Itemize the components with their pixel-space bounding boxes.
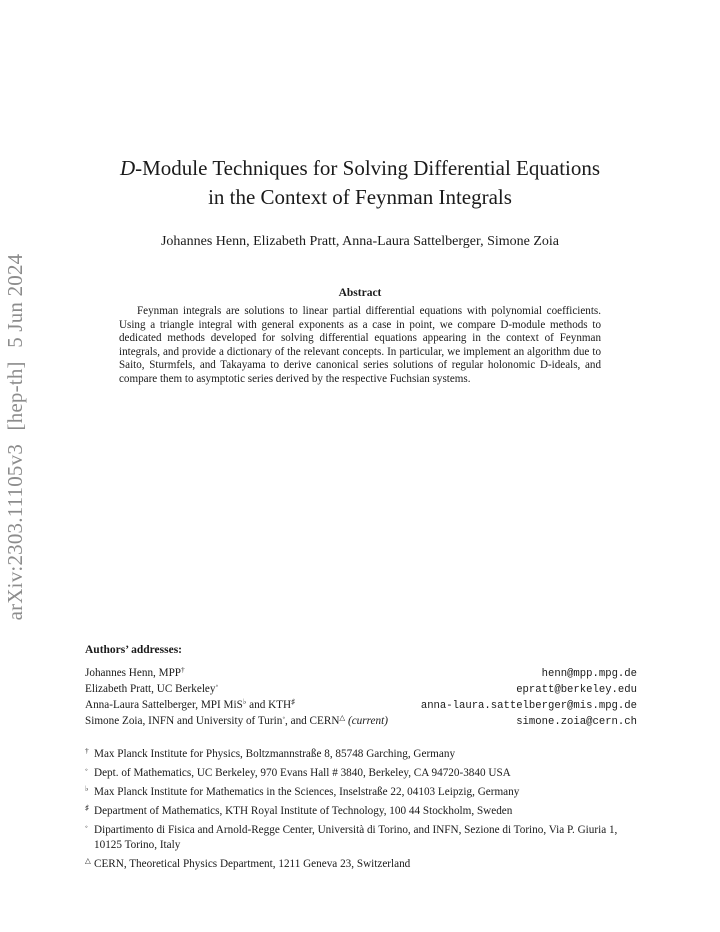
footnote xyxy=(85,800,637,819)
footnote-mark: † xyxy=(85,746,89,755)
footnote-mark: △ xyxy=(339,713,346,722)
addresses-heading: Authors’ addresses: xyxy=(85,644,183,656)
footnote-text: Max Planck Institute for Physics, Boltzmannstraße 8, 85748 Garching, Germany xyxy=(94,748,456,760)
address-row xyxy=(85,681,637,697)
footnote-mark: ♭ xyxy=(85,784,89,793)
abstract-text: Feynman integrals are solutions to linear partial differential equations with polynomial coefficients. Using a triangle integral with general exponents as a case in point, we compare D-module methods to dedicated methods developed for solving differential equations appearing in the context of Feynman integrals, and provide a dictionary of the relevant concepts. In particular, we implement an algorithm due to Saito, Sturmfels, and Takayama to derive canonical series solutions of regular holonomic D-ideals, and compare them to asymptotic series derived by the respective Fuchsian systems. xyxy=(119,305,601,385)
email-address: anna-laura.sattelberger@mis.mpg.de xyxy=(420,700,637,712)
address-name: Elizabeth Pratt, UC Berkeley xyxy=(85,683,216,695)
email-address: simone.zoia@cern.ch xyxy=(516,716,637,728)
address-affiliation xyxy=(85,697,295,711)
footnote xyxy=(85,762,637,781)
addresses-table xyxy=(85,665,637,729)
email-address: henn@mpp.mpg.de xyxy=(541,668,637,680)
abstract-heading: Abstract xyxy=(338,287,382,299)
footnotes xyxy=(85,743,637,872)
address-name: Johannes Henn, MPP xyxy=(85,667,182,679)
footnote-text: Dept. of Mathematics, UC Berkeley, 970 Evans Hall # 3840, Berkeley, CA 94720-3840 USA xyxy=(94,767,511,779)
address-note: (current) xyxy=(347,715,388,727)
arxiv-stamp xyxy=(0,237,33,637)
footnote xyxy=(85,781,637,800)
footnote xyxy=(85,853,637,872)
footnote-mark: ♭ xyxy=(242,697,247,706)
footnote-mark: ◦ xyxy=(85,822,88,831)
address-affiliation xyxy=(85,681,218,695)
footnote-mark: ♯ xyxy=(85,803,89,812)
title-line-1 xyxy=(60,154,660,183)
address-row xyxy=(85,697,637,713)
title-math-d: D xyxy=(119,156,136,180)
footnote-mark: ♯ xyxy=(291,697,295,706)
address-affiliation xyxy=(85,713,388,727)
footnote-mark: ◦ xyxy=(85,765,88,774)
address-row xyxy=(85,713,637,729)
footnote-mark: ◦ xyxy=(282,713,286,722)
footnote-mark: △ xyxy=(85,856,91,865)
title-line-1-rest: -Module Techniques for Solving Differential Equations xyxy=(135,156,601,180)
footnote xyxy=(85,819,637,853)
address-name: Simone Zoia, INFN and University of Turin xyxy=(85,715,283,727)
footnote-mark: ◦ xyxy=(215,681,219,690)
arxiv-category: [hep-th] xyxy=(3,361,27,431)
arxiv-id: arXiv:2303.11105v3 xyxy=(3,443,27,621)
footnote-text: CERN, Theoretical Physics Department, 1211 Geneva 23, Switzerland xyxy=(94,858,411,870)
footnote-text: Max Planck Institute for Mathematics in the Sciences, Inselstraße 22, 04103 Leipzig, Germany xyxy=(94,786,520,798)
email-address: epratt@berkeley.edu xyxy=(516,684,637,696)
footnote-text: Department of Mathematics, KTH Royal Institute of Technology, 100 44 Stockholm, Sweden xyxy=(94,805,513,817)
paper-title xyxy=(60,154,660,212)
address-extra: and KTH xyxy=(246,699,292,711)
title-line-2: in the Context of Feynman Integrals xyxy=(208,185,512,209)
footnote-text: Dipartimento di Fisica and Arnold-Regge Center, Università di Torino, and INFN, Sezione di Torino, Via P. Giuria 1, 10125 Torino, Italy xyxy=(94,824,618,851)
address-affiliation xyxy=(85,665,185,679)
address-name: Anna-Laura Sattelberger, MPI MiS xyxy=(85,699,243,711)
author-list: Johannes Henn, Elizabeth Pratt, Anna-Laura Sattelberger, Simone Zoia xyxy=(160,234,560,249)
address-row xyxy=(85,665,637,681)
address-extra: , and CERN xyxy=(285,715,340,727)
arxiv-date: 5 Jun 2024 xyxy=(3,253,27,348)
footnote-mark: † xyxy=(181,665,185,674)
footnote xyxy=(85,743,637,762)
